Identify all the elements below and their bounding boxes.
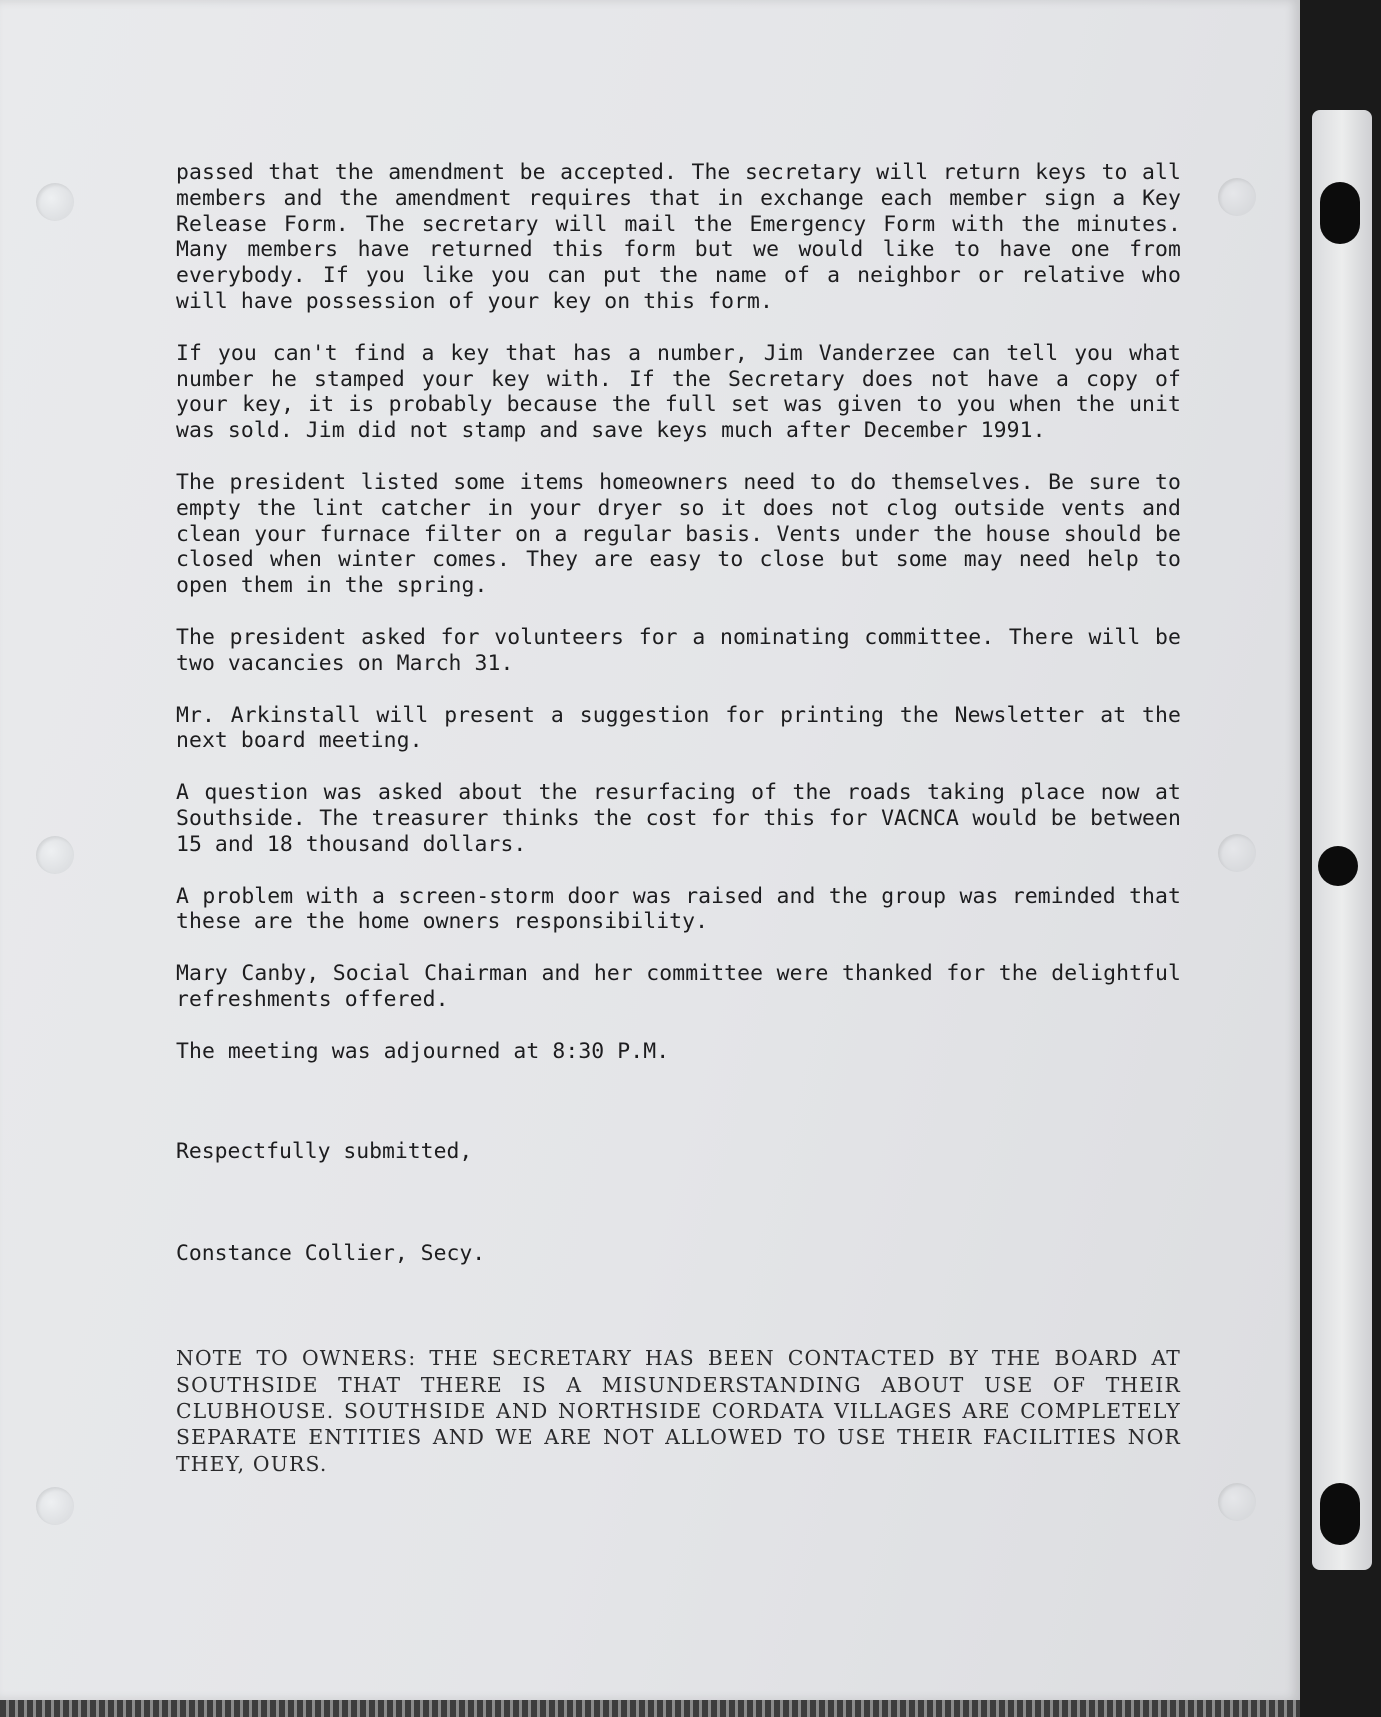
document-body [176,160,1181,1497]
punch-hole-middle-right [1218,834,1256,872]
paragraph-homeowner-items: The president listed some items homeowners need to do themselves. Be sure to empty the lint catcher in your dryer so it does not clog outside vents and clean your furnace filter on a regular basis. Vents under the house should be closed when winter comes. They are easy to close but some may need help to open them in the spring. [176,469,1181,599]
paragraph-nominating-committee: The president asked for volunteers for a nominating committee. There will be two vacancies on March 31. [176,624,1181,676]
paragraph-key-number: If you can't find a key that has a number, Jim Vanderzee can tell you what number he stamped your key with. If the Secretary does not have a copy of your key, it is probably because the full set was given to you when the unit was sold. Jim did not stamp and save keys much after December 1991. [176,340,1181,444]
punch-hole-top-right [1218,178,1256,216]
paragraph-refreshments: Mary Canby, Social Chairman and her committee were thanked for the delightful refreshments offered. [176,961,1181,1012]
punch-hole-bottom-left [36,1487,74,1525]
binder-sheet-protector [1312,110,1372,1570]
binder-slot-bottom [1320,1483,1360,1545]
paragraph-resurfacing: A question was asked about the resurfacing of the roads taking place now at Southside. The treasurer thinks the cost for this for VACNCA would be between 15 and 18 thousand dollars. [176,780,1181,857]
punch-hole-middle-left [36,836,74,874]
closing-line: Respectfully submitted, [176,1138,473,1164]
bottom-edge-strip [0,1700,1300,1717]
paragraph-newsletter: Mr. Arkinstall will present a suggestion for printing the Newsletter at the next board meeting. [176,702,1181,754]
paragraph-amendment: passed that the amendment be accepted. The secretary will return keys to all members and the amendment requires that in exchange each member sign a Key Release Form. The secretary will mail the Emergency Form with the minutes. Many members have returned this form but we would like to have one from everybody. If you like you can put the name of a neighbor or relative who will have possession of your key on this form. [176,160,1181,314]
paragraph-screen-door: A problem with a screen-storm door was raised and the group was reminded that these are the home owners responsibility. [176,883,1181,935]
binder-hole-middle [1318,846,1358,886]
note-to-owners: NOTE TO OWNERS: THE SECRETARY HAS BEEN CONTACTED BY THE BOARD AT SOUTHSIDE THAT THERE IS A MISUNDERSTANDING ABOUT USE OF THEIR CLUBHOUSE. SOUTHSIDE AND NORTHSIDE CORDATA VILLAGES ARE COMPLETELY SEPARATE ENTITIES AND WE ARE NOT ALLOWED TO USE THEIR FACILITIES NOR THEY, OURS. [176,1346,1181,1476]
paragraph-adjourned: The meeting was adjourned at 8:30 P.M. [176,1038,670,1064]
signature-line: Constance Collier, Secy. [176,1241,486,1267]
punch-hole-bottom-right [1218,1483,1256,1521]
punch-hole-top-left [36,183,74,221]
binder-slot-top [1320,182,1360,244]
